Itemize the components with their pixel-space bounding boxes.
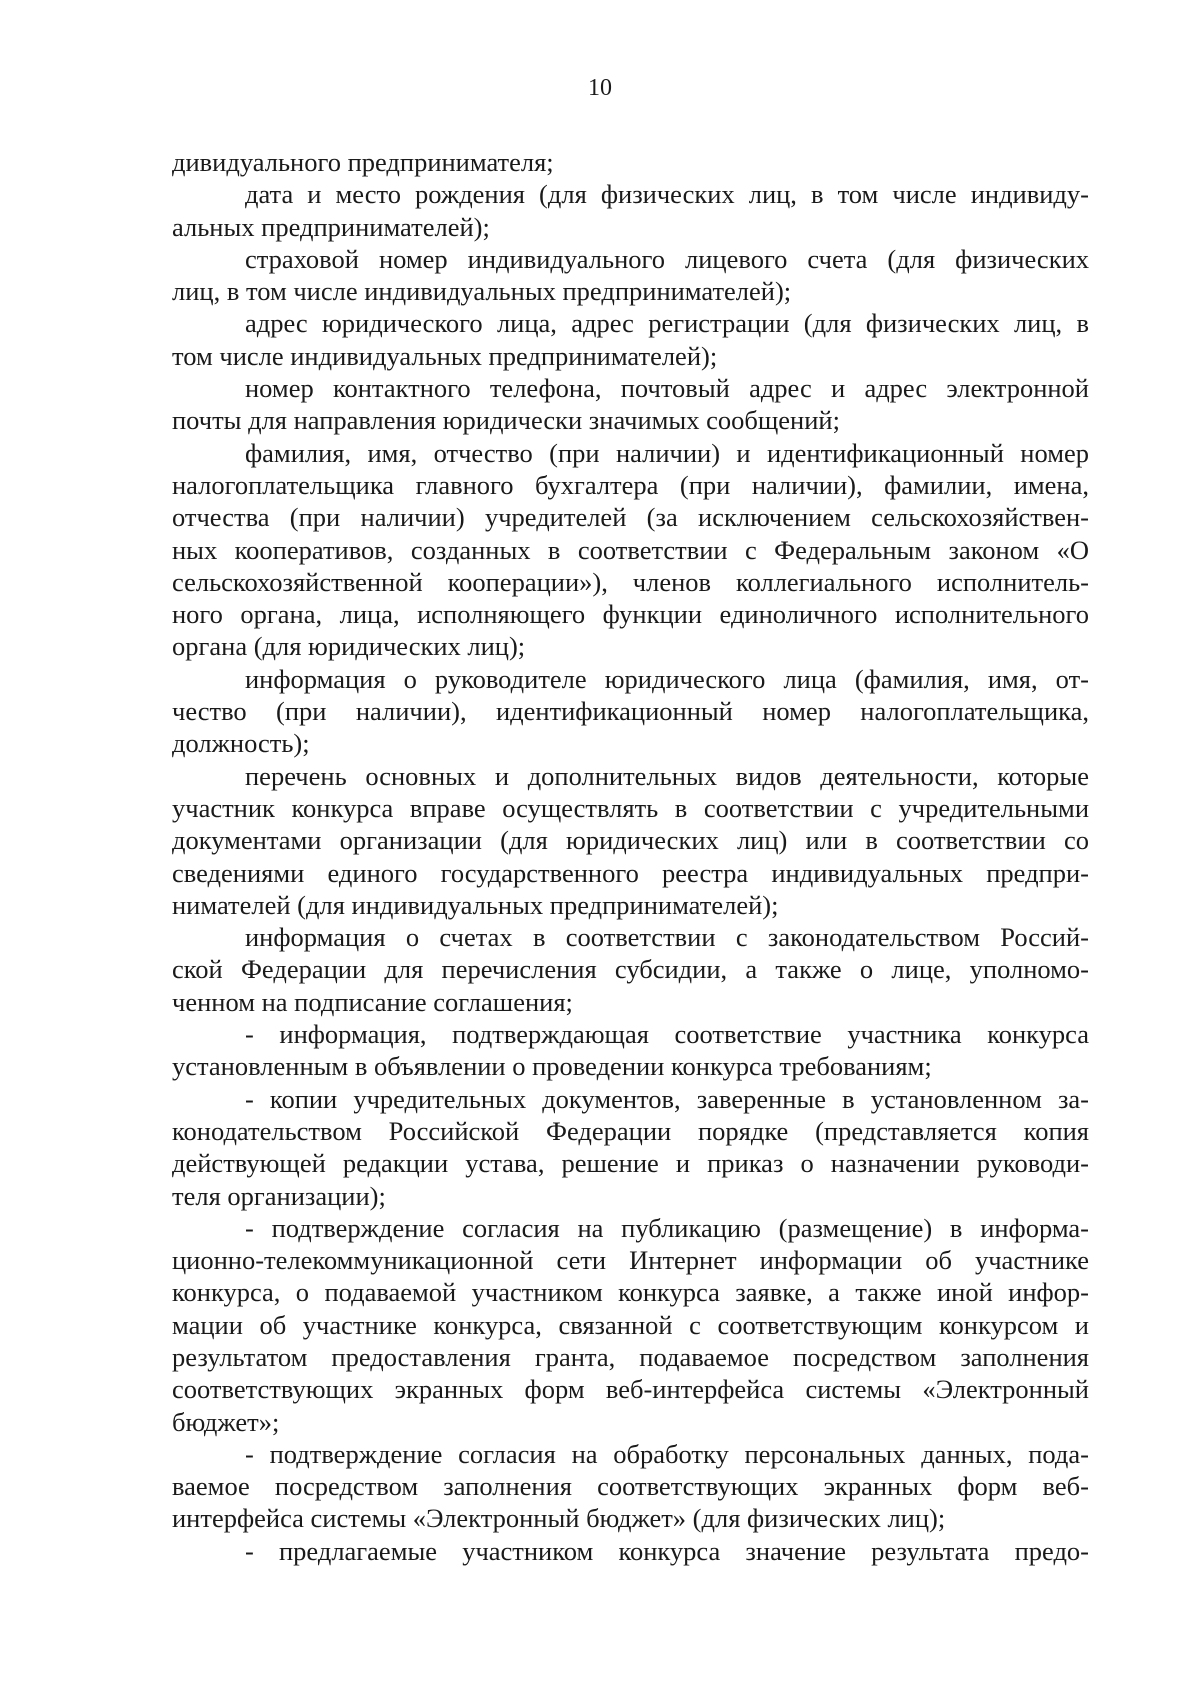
text-line: бюджет»; bbox=[172, 1406, 280, 1437]
text-line: - предлагаемые участником конкурса значение результата предо- bbox=[245, 1535, 1089, 1566]
text-line: адрес юридического лица, адрес регистрации (для физических лиц, в bbox=[245, 308, 1089, 339]
text-line: действующей редакции устава, решение и приказ о назначении руководи- bbox=[172, 1148, 1089, 1179]
text-line: интерфейса системы «Электронный бюджет» (для физических лиц); bbox=[172, 1503, 946, 1534]
text-line: альных предпринимателей); bbox=[172, 211, 490, 242]
text-line: почты для направления юридически значимых сообщений; bbox=[172, 405, 840, 436]
document-body bbox=[172, 146, 1089, 1567]
text-line: соответствующих экранных форм веб-интерфейса системы «Электронный bbox=[172, 1374, 1089, 1405]
text-line: теля организации); bbox=[172, 1180, 386, 1211]
text-line: - подтверждение согласия на публикацию (размещение) в информа- bbox=[245, 1212, 1089, 1243]
text-line: ченном на подписание соглашения; bbox=[172, 986, 573, 1017]
text-line: ного органа, лица, исполняющего функции единоличного исполнительного bbox=[172, 599, 1089, 630]
text-line: перечень основных и дополнительных видов деятельности, которые bbox=[245, 760, 1089, 791]
text-line: ционно-телекоммуникационной сети Интернет информации об участнике bbox=[172, 1245, 1089, 1276]
text-line: конкурса, о подаваемой участником конкурса заявке, а также иной инфор- bbox=[172, 1277, 1089, 1308]
text-line: информация о счетах в соответствии с законодательством Россий- bbox=[245, 922, 1089, 953]
text-line: налогоплательщика главного бухгалтера (при наличии), фамилии, имена, bbox=[172, 469, 1089, 500]
text-line: органа (для юридических лиц); bbox=[172, 631, 526, 662]
text-line: чество (при наличии), идентификационный номер налогоплательщика, bbox=[172, 696, 1089, 727]
text-line: страховой номер индивидуального лицевого счета (для физических bbox=[245, 243, 1089, 274]
text-line: дивидуального предпринимателя; bbox=[172, 147, 554, 177]
text-line: фамилия, имя, отчество (при наличии) и идентификационный номер bbox=[245, 437, 1089, 468]
text-line: участник конкурса вправе осуществлять в соответствии с учредительными bbox=[172, 792, 1089, 823]
text-line: отчества (при наличии) учредителей (за исключением сельскохозяйствен- bbox=[172, 502, 1089, 533]
text-line: - подтверждение согласия на обработку персональных данных, пода- bbox=[245, 1438, 1089, 1469]
text-line: результатом предоставления гранта, подаваемое посредством заполнения bbox=[172, 1341, 1089, 1372]
text-line: дата и место рождения (для физических лиц, в том числе индивиду- bbox=[245, 179, 1089, 210]
page-number: 10 bbox=[588, 75, 612, 101]
text-line: сведениями единого государственного реестра индивидуальных предпри- bbox=[172, 857, 1089, 888]
text-line: информация о руководителе юридического лица (фамилия, имя, от- bbox=[245, 663, 1089, 694]
text-line: мации об участнике конкурса, связанной с соответствующим конкурсом и bbox=[172, 1309, 1089, 1340]
text-line: номер контактного телефона, почтовый адрес и адрес электронной bbox=[245, 373, 1089, 404]
text-line: - информация, подтверждающая соответствие участника конкурса bbox=[245, 1019, 1089, 1050]
text-line: ской Федерации для перечисления субсидии, а также о лице, уполномо- bbox=[172, 954, 1089, 985]
text-line: нимателей (для индивидуальных предпринимателей); bbox=[172, 889, 779, 920]
text-line: ваемое посредством заполнения соответствующих экранных форм веб- bbox=[172, 1471, 1089, 1502]
text-line: ных кооперативов, созданных в соответствии с Федеральным законом «О bbox=[172, 534, 1089, 565]
text-line: - копии учредительных документов, заверенные в установленном за- bbox=[245, 1083, 1089, 1114]
text-line: лиц, в том числе индивидуальных предпринимателей); bbox=[172, 276, 792, 307]
text-line: документами организации (для юридических лиц) или в соответствии со bbox=[172, 825, 1089, 856]
text-line: должность); bbox=[172, 728, 310, 759]
text-line: том числе индивидуальных предпринимателей); bbox=[172, 340, 718, 371]
text-line: установленным в объявлении о проведении конкурса требованиям; bbox=[172, 1051, 932, 1082]
text-line: сельскохозяйственной кооперации»), членов коллегиального исполнитель- bbox=[172, 566, 1089, 597]
text-line: конодательством Российской Федерации порядке (представляется копия bbox=[172, 1115, 1089, 1146]
